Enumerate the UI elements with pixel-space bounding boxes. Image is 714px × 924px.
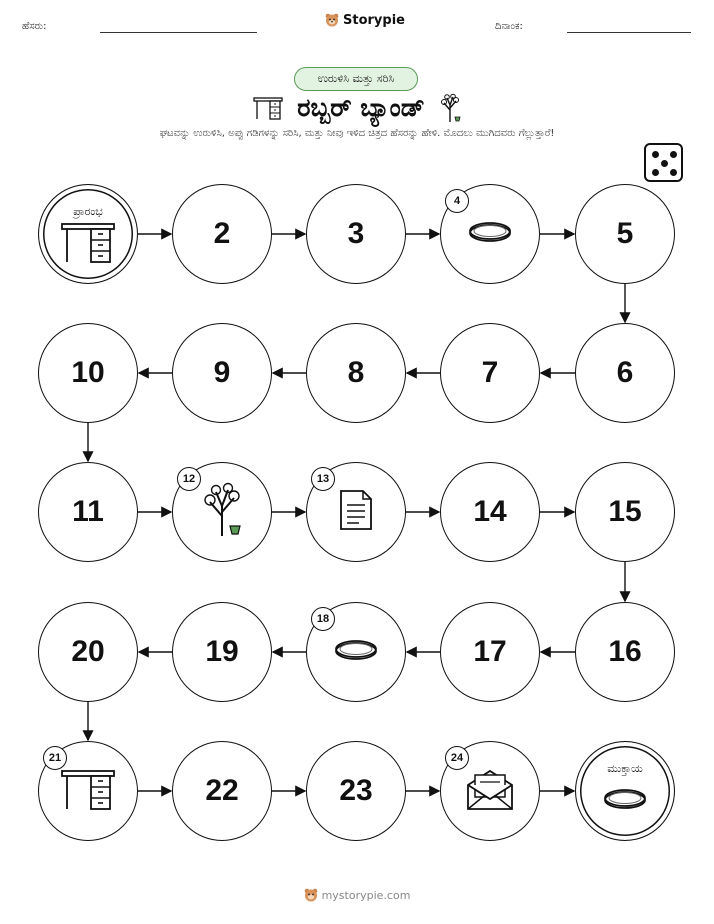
board-cell-11[interactable]	[38, 462, 138, 562]
board-cell-3[interactable]	[306, 184, 406, 284]
cell-number: 14	[473, 495, 507, 528]
activity-pill: ಉರುಳಿಸಿ ಮತ್ತು ಸರಿಸಿ	[294, 67, 418, 91]
bear-icon	[304, 888, 318, 903]
cell-number: 9	[213, 356, 231, 389]
board-cell-8[interactable]	[306, 323, 406, 423]
board-cell-5[interactable]	[575, 184, 675, 284]
cell-number: 2	[213, 217, 231, 250]
rubber-band-icon	[602, 786, 648, 816]
cell-number-badge: 24	[445, 746, 469, 770]
page-title: ರಬ್ಬರ್ ಬ್ಯಾಂಡ್	[297, 93, 425, 122]
document-icon	[339, 489, 373, 535]
name-label: ಹೆಸರು:	[22, 21, 47, 32]
board-cell-21[interactable]	[38, 741, 138, 841]
cell-number-badge: 13	[311, 467, 335, 491]
board-cell-24[interactable]	[440, 741, 540, 841]
board-cell-18[interactable]	[306, 602, 406, 702]
board-cell-2[interactable]	[172, 184, 272, 284]
cell-number: 22	[205, 774, 239, 807]
start-label: ಪ್ರಾರಂಭ	[73, 205, 103, 218]
board-cell-10[interactable]	[38, 323, 138, 423]
cell-number: 15	[608, 495, 642, 528]
board-cell-20[interactable]	[38, 602, 138, 702]
footer	[0, 888, 714, 903]
instructions: ಘಟವನ್ನು ಉರುಳಿಸಿ, ಅಪ್ಪು ಗಡಿಗಳನ್ನು ಸರಿಸಿ, ಮತ್ತು ನೀವು ಇಳಿದ ಚಿತ್ರದ ಹೆಸರನ್ನು ಹೇಳಿ. ಮೊದಲು ಮುಗಿದವರು ಗೆಲ್ಲುತ್ತಾರೆ!	[159, 128, 555, 139]
board-cell-19[interactable]	[172, 602, 272, 702]
board-cell-22[interactable]	[172, 741, 272, 841]
date-label: ದಿನಾಂಕ:	[495, 21, 523, 32]
board-cell-16[interactable]	[575, 602, 675, 702]
cell-number: 10	[71, 356, 105, 389]
desk-icon	[60, 220, 116, 268]
cell-number: 11	[72, 495, 104, 528]
brand-name: Storypie	[343, 13, 405, 28]
board-cell-9[interactable]	[172, 323, 272, 423]
board-cell-15[interactable]	[575, 462, 675, 562]
board-cell-17[interactable]	[440, 602, 540, 702]
cell-number: 16	[608, 635, 642, 668]
board-cell-23[interactable]	[306, 741, 406, 841]
cell-number-badge: 21	[43, 746, 67, 770]
cell-number: 20	[71, 635, 105, 668]
envelope-icon	[464, 767, 516, 815]
board-cell-12[interactable]	[172, 462, 272, 562]
cell-number: 17	[473, 635, 507, 668]
cell-number: 19	[205, 635, 239, 668]
board-cell-6[interactable]	[575, 323, 675, 423]
cell-number-badge: 4	[445, 189, 469, 213]
cell-number: 8	[347, 356, 365, 389]
cell-number-badge: 12	[177, 467, 201, 491]
board-cell-7[interactable]	[440, 323, 540, 423]
desk-icon	[60, 767, 116, 815]
board-cell-13[interactable]	[306, 462, 406, 562]
tree-icon	[200, 482, 244, 542]
footer-url: mystorypie.com	[321, 889, 411, 902]
board-cell-1[interactable]	[38, 184, 138, 284]
cell-number: 5	[616, 217, 634, 250]
cell-number-badge: 18	[311, 607, 335, 631]
board-cell-4[interactable]	[440, 184, 540, 284]
board-cell-25[interactable]	[575, 741, 675, 841]
finish-label: ಮುಕ್ತಾಯ	[607, 762, 643, 775]
cell-number: 7	[481, 356, 499, 389]
cell-number: 3	[347, 217, 365, 250]
board-cell-14[interactable]	[440, 462, 540, 562]
cell-number: 23	[339, 774, 373, 807]
rubber-band-icon	[467, 219, 513, 249]
rubber-band-icon	[333, 637, 379, 667]
cell-number: 6	[616, 356, 634, 389]
